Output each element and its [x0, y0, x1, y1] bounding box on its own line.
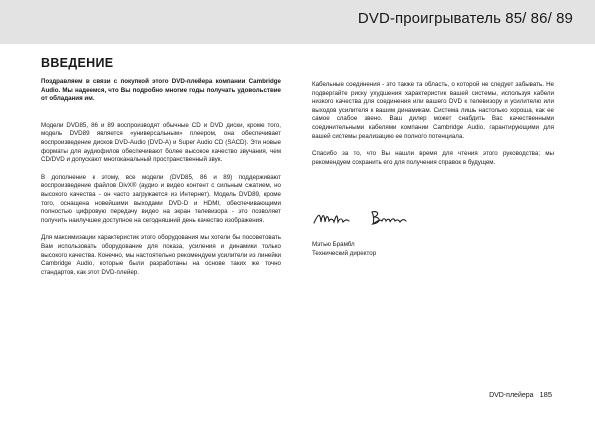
header-title: DVD-проигрыватель 85/ 86/ 89: [357, 10, 573, 27]
divx-paragraph: В дополнение к этому, все модели (DVD85, 86 и 89) поддерживают воспроизведение файлов DivX® (аудио и видео контент с сильным сжатием, но высокого качества - он часто загружается из Интернет). Модель DVD89, кроме того, оснащена новейшими выходами DVD-D и HDMI, обеспечивающими полностью цифровую передачу видео на экран телевизора - это позволяет получить наилучшее доступное на сегодняшний день качество изображения.: [41, 173, 281, 224]
signatory-block: [312, 241, 376, 258]
right-column: [312, 81, 554, 176]
footer-label: DVD-плейера: [489, 392, 534, 399]
signatory-title: Технический директор: [312, 249, 377, 257]
thanks-paragraph: Спасибо за то, что Вы нашли время для чтения этого руководства; мы рекомендуем сохранить его для получения справок в будущем.: [312, 150, 554, 166]
page-footer: [489, 390, 552, 399]
section-title: ВВЕДЕНИЕ: [41, 56, 114, 70]
cables-paragraph: Кабельные соединения - это также та область, о которой не следует забывать. Не подвергайте риску ухудшения характеристик вашей системы, используя кабели низкого качества для соединения или вашего DVD к телевизору и усилителю или выходов усилителя к вашим динамикам. Система лишь настолько хороша, как ее самое слабое звено. Ваш дилер может снабдить Вас качественными соединительными кабелями компании Cambridge Audio, гарантирующими для вашей системы реализацию ее полного потенциала.: [312, 81, 554, 140]
header-band: [0, 0, 595, 44]
handwritten-signature: [312, 206, 442, 230]
intro-lead-paragraph: Поздравляем в связи с покупкой этого DVD-плейера компании Cambridge Audio. Мы надеемся, что Вы подробно многие годы получать удовольствие от обладания им.: [41, 78, 281, 103]
signatory-name: Мэтью Брамбл: [312, 241, 355, 248]
equipment-paragraph: Для максимизации характеристик этого оборудования мы хотели бы посоветовать Вам использовать оборудование для показа, усиления и динамики только высокого качества. Конечно, мы настоятельно рекомендуем усилители из линейки Cambridge Audio, которые были разработаны на основе таких же точно стандартов, как этот DVD-плейер.: [41, 234, 281, 276]
left-column: [41, 78, 281, 286]
page-number: 185: [539, 390, 552, 399]
models-paragraph: Модели DVD85, 86 и 89 воспроизводят обычные CD и DVD диски, кроме того, модель DVD89 является «универсальным» плеером, она обеспечивает воспроизведение дисков DVD-Audio (DVD-A) и Super Audio CD (SACD). Эти новые форматы для аудиофилов обеспечивают более высокое качество звучания, чем CD/DVD и допускают многоканальный пространственный звук.: [41, 121, 281, 164]
